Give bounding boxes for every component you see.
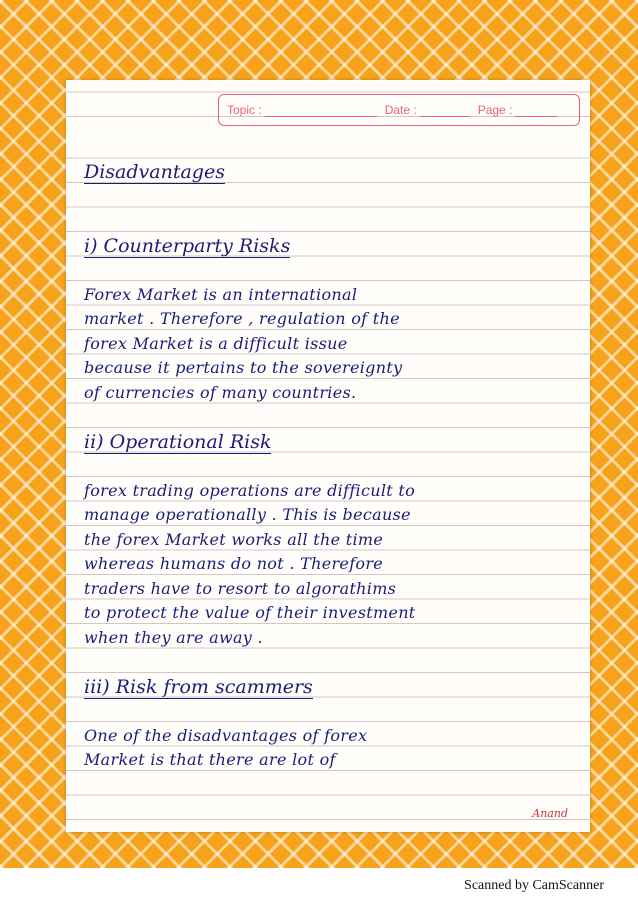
section-heading: iii) Risk from scammers — [84, 675, 313, 698]
signature: Anand — [532, 807, 568, 820]
page-label: Page : — [477, 103, 513, 117]
text-line: manage operationally . This is because — [84, 505, 411, 524]
text-line: traders have to resort to algorathims — [84, 578, 397, 598]
date-field — [385, 103, 470, 117]
handwritten-content — [84, 160, 584, 773]
text-line: when they are away . — [84, 627, 263, 647]
text-line: Forex Market is an international — [84, 284, 358, 304]
text-line: to protect the value of their investment — [84, 603, 416, 622]
topic-line — [265, 106, 377, 117]
page-header — [218, 94, 580, 126]
scanner-watermark: Scanned by CamScanner — [464, 878, 604, 893]
topic-label: Topic : — [227, 103, 262, 117]
text-line: of currencies of many countries. — [84, 382, 357, 402]
date-line — [420, 106, 470, 117]
text-line: because it pertains to the sovereignty — [84, 358, 403, 377]
text-line: market . Therefore , regulation of the — [84, 309, 400, 328]
text-line: whereas humans do not . Therefore — [84, 554, 384, 573]
text-line: Market is that there are lot of — [84, 750, 336, 769]
section-heading: i) Counterparty Risks — [84, 234, 291, 257]
text-line: the forex Market works all the time — [84, 529, 384, 549]
page-field — [478, 103, 558, 117]
date-label: Date : — [384, 103, 417, 117]
section-heading: ii) Operational Risk — [84, 430, 272, 453]
notebook-page — [66, 80, 590, 832]
text-line: forex Market is a difficult issue — [84, 333, 348, 353]
page-line — [515, 106, 557, 117]
text-line: One of the disadvantages of forex — [84, 725, 368, 745]
page-title: Disadvantages — [84, 161, 225, 183]
topic-field — [227, 103, 377, 117]
text-line: forex trading operations are difficult to — [84, 480, 416, 500]
